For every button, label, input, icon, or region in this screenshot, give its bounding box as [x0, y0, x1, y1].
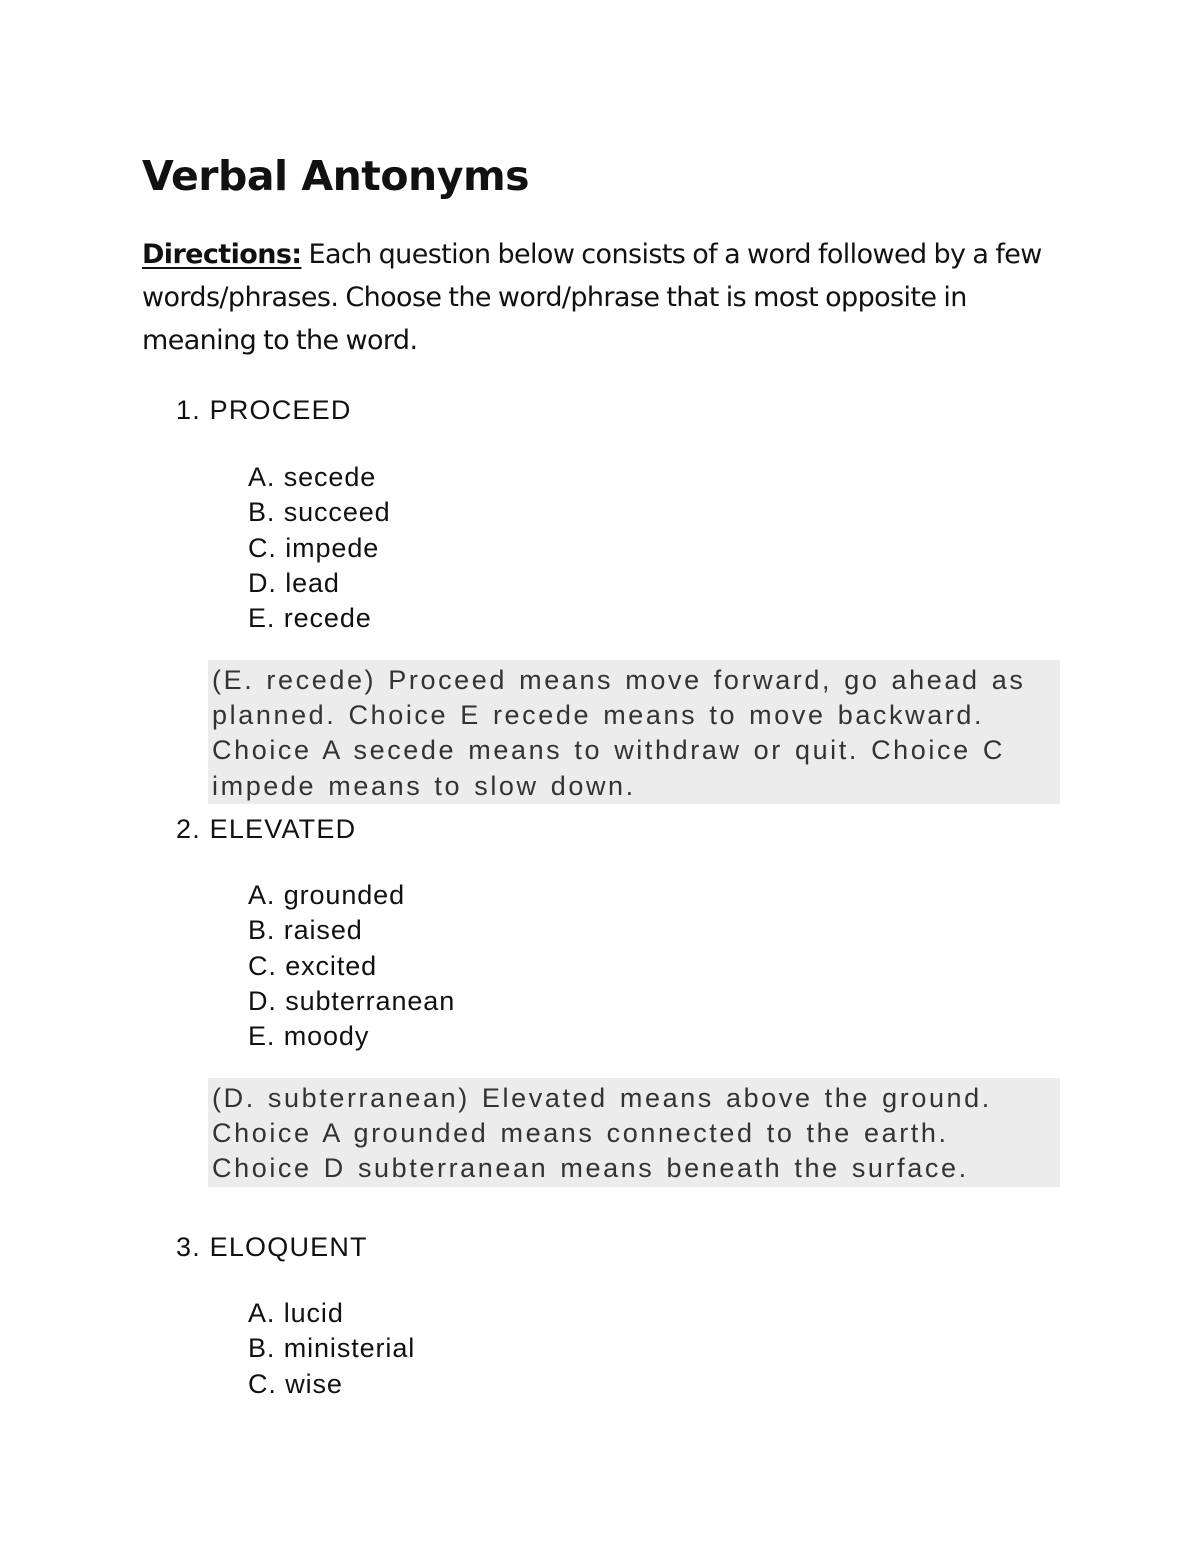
- option-item: C. wise: [248, 1368, 343, 1399]
- question-1-word: PROCEED: [209, 395, 352, 425]
- question-3: [176, 1230, 368, 1264]
- question-1-options: [248, 460, 391, 636]
- directions-text: Each question below consists of a word followed by a few words/phrases. Choose the word/phrase that is most opposite in meaning to the word.: [142, 239, 1042, 356]
- page-title: Verbal Antonyms: [142, 152, 530, 200]
- question-3-word: ELOQUENT: [209, 1232, 368, 1262]
- option-item: C. excited: [248, 950, 378, 981]
- directions-paragraph: [142, 233, 1072, 362]
- option-item: A. secede: [248, 462, 377, 492]
- option-item: D. lead: [248, 567, 340, 598]
- question-2-options: [248, 878, 455, 1054]
- question-1: [176, 393, 352, 427]
- question-3-number: 3.: [176, 1232, 201, 1262]
- option-item: A. grounded: [248, 880, 406, 910]
- question-1-explanation: (E. recede) Proceed means move forward, go ahead as planned. Choice E recede means to move backward. Choice A secede means to withdraw or quit. Choice C impede means to slow down.: [208, 660, 1060, 804]
- question-3-options: [248, 1296, 415, 1402]
- question-2-word: ELEVATED: [209, 814, 357, 844]
- question-2-explanation: (D. subterranean) Elevated means above the ground. Choice A grounded means connected to the earth. Choice D subterranean means beneath the surface.: [208, 1078, 1060, 1187]
- question-2: [176, 812, 356, 846]
- option-item: E. recede: [248, 603, 372, 634]
- option-item: D. subterranean: [248, 985, 456, 1016]
- directions-label: Directions:: [142, 239, 302, 270]
- option-item: A. lucid: [248, 1298, 344, 1328]
- option-item: B. ministerial: [248, 1333, 416, 1364]
- option-item: C. impede: [248, 532, 380, 563]
- option-item: B. succeed: [248, 497, 391, 528]
- option-item: E. moody: [248, 1021, 370, 1052]
- question-2-number: 2.: [176, 814, 201, 844]
- option-item: B. raised: [248, 915, 363, 946]
- question-1-number: 1.: [176, 395, 201, 425]
